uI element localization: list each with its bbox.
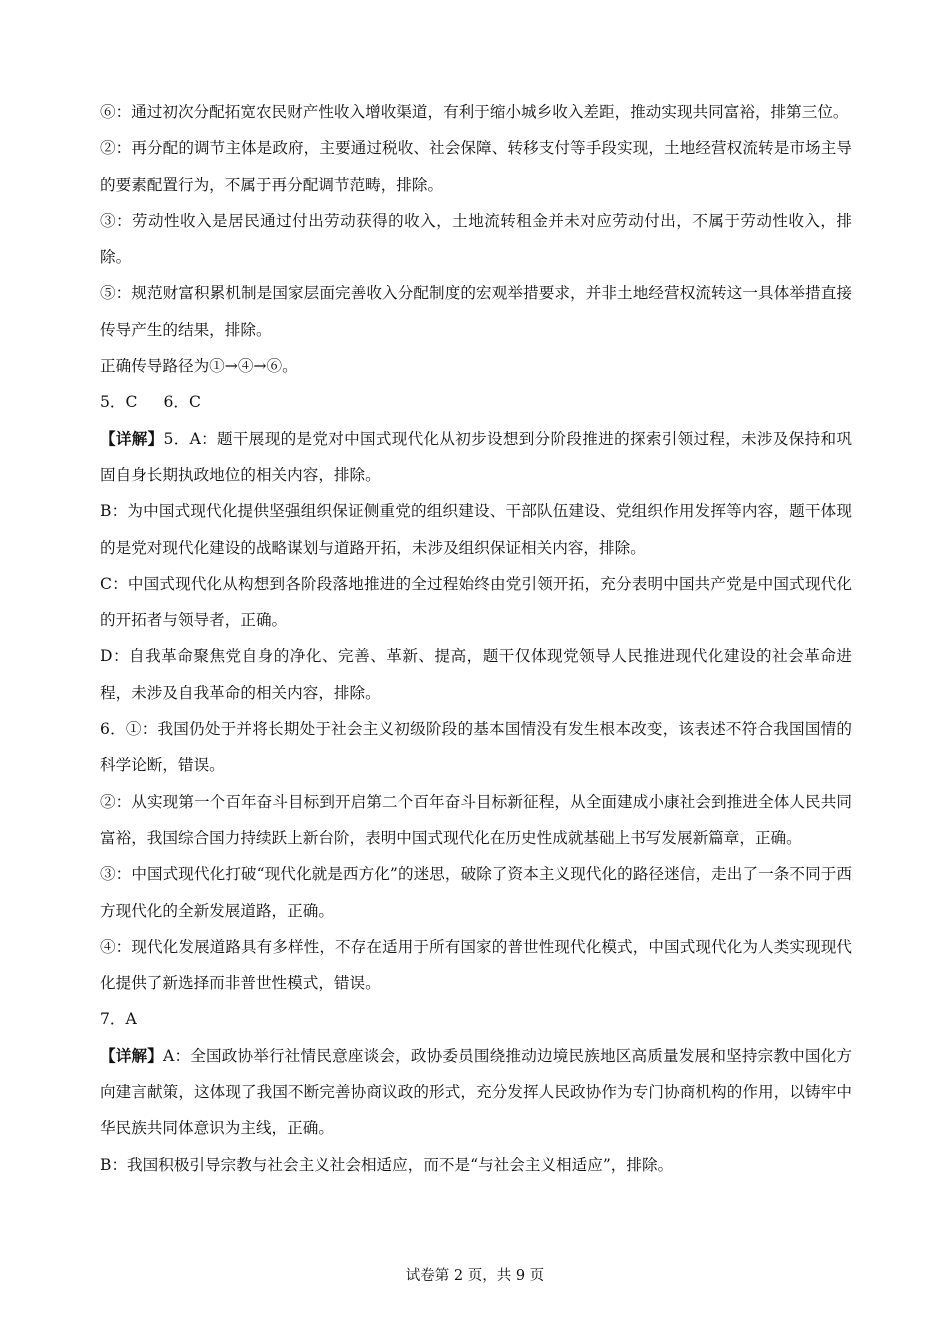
paragraph-text: A：全国政协举行社情民意座谈会，政协委员围绕推动边境民族地区高质量发展和坚持宗教中国化方向建言献策，这体现了我国不断完善协商议政的形式，充分发挥人民政协作为专门协商机构的作用，以铸牢中华民族共同体意识为主线，正确。 (100, 1046, 852, 1138)
answer-explanation-body (100, 94, 852, 1183)
detail-q5-b (100, 493, 852, 566)
paragraph-text: 6．①：我国仍处于并将长期处于社会主义初级阶段的基本国情没有发生根本改变，该表述不符合我国国情的科学论断，错误。 (100, 720, 852, 775)
detail-q5-a (100, 421, 852, 494)
paragraph-text: 5．A：题干展现的是党对中国式现代化从初步设想到分阶段推进的探索引领过程，未涉及保持和巩固自身长期执政地位的相关内容，排除。 (100, 429, 852, 484)
paragraph-text: C：中国式现代化从构想到各阶段落地推进的全过程始终由党引领开拓，充分表明中国共产党是中国式现代化的开拓者与领导者，正确。 (100, 574, 852, 630)
paragraph-text: ③：劳动性收入是居民通过付出劳动获得的收入，土地流转租金并未对应劳动付出，不属于劳动性收入，排除。 (100, 211, 852, 267)
paragraph-text: ⑤：规范财富积累机制是国家层面完善收入分配制度的宏观举措要求，并非土地经营权流转这一具体举措直接传导产生的结果，排除。 (100, 284, 852, 339)
paragraph-text: ②：从实现第一个百年奋斗目标到开启第二个百年奋斗目标新征程，从全面建成小康社会到推进全体人民共同富裕，我国综合国力持续跃上新台阶，表明中国式现代化在历史性成就基础上书写发展新篇章，正确。 (100, 792, 852, 847)
paragraph-item-6 (100, 94, 852, 130)
paragraph-text: B：我国积极引导宗教与社会主义社会相适应，而不是“与社会主义相适应”，排除。 (100, 1155, 674, 1174)
answer-row-7 (100, 1001, 852, 1037)
detail-label: 【详解】 (100, 1045, 164, 1065)
detail-q5-d (100, 638, 852, 711)
detail-q5-c (100, 566, 852, 639)
paragraph-text: 正确传导路径为①→④→⑥。 (100, 357, 298, 376)
page-footer: 试卷第 2 页，共 9 页 (405, 1268, 545, 1284)
paragraph-text: ②：再分配的调节主体是政府，主要通过税收、社会保障、转移支付等手段实现，土地经营权流转是市场主导的要素配置行为，不属于再分配调节范畴，排除。 (100, 139, 852, 194)
detail-q6-4 (100, 929, 852, 1002)
detail-q7-a (100, 1038, 852, 1147)
answer-5: 5．C (100, 393, 138, 412)
paragraph-text: ④：现代化发展道路具有多样性，不存在适用于所有国家的普世性现代化模式，中国式现代化为人类实现现代化提供了新选择而非普世性模式，错误。 (100, 937, 852, 993)
paragraph-text: ⑥：通过初次分配拓宽农民财产性收入增收渠道，有利于缩小城乡收入差距，推动实现共同富裕，排第三位。 (100, 103, 849, 121)
detail-q6-2 (100, 784, 852, 857)
detail-q6-3 (100, 856, 852, 929)
detail-label: 【详解】 (100, 428, 164, 448)
paragraph-text: D：自我革命聚焦党自身的净化、完善、革新、提高，题干仅体现党领导人民推进现代化建设的社会革命进程，未涉及自我革命的相关内容，排除。 (100, 647, 852, 702)
detail-q7-b (100, 1147, 852, 1183)
detail-q6-1 (100, 711, 852, 784)
paragraph-item-2 (100, 130, 852, 203)
answer-7: 7．A (100, 1010, 137, 1029)
paragraph-text: B：为中国式现代化提供坚强组织保证侧重党的组织建设、干部队伍建设、党组织作用发挥等内容，题干体现的是党对现代化建设的战略谋划与道路开拓，未涉及组织保证相关内容，排除。 (100, 502, 852, 557)
paragraph-item-5 (100, 275, 852, 348)
answer-row-5-6 (100, 384, 852, 420)
paragraph-correct-path (100, 348, 852, 384)
answer-6: 6．C (163, 393, 201, 412)
paragraph-text: ③：中国式现代化打破“现代化就是西方化”的迷思，破除了资本主义现代化的路径迷信，走出了一条不同于西方现代化的全新发展道路，正确。 (100, 865, 852, 920)
paragraph-item-3 (100, 203, 852, 276)
